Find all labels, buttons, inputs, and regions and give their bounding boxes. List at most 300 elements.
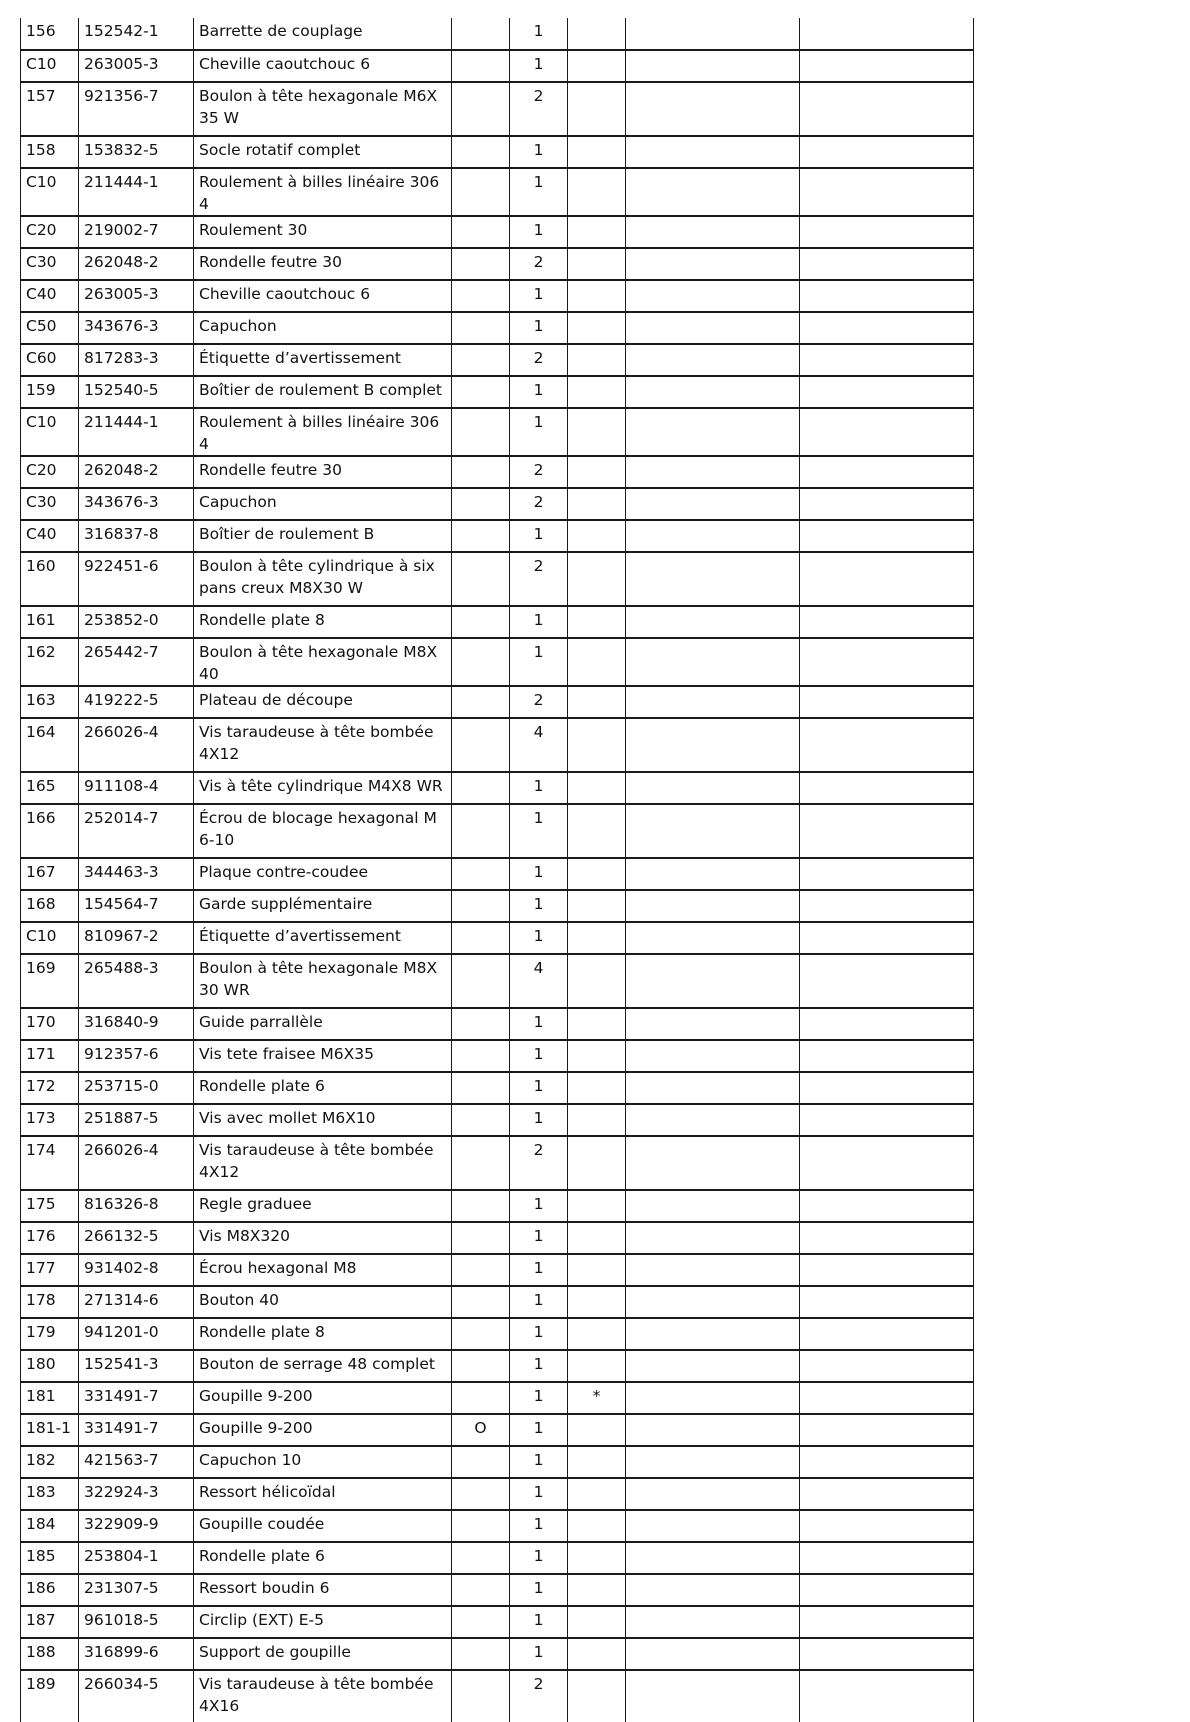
note-marker [452,718,510,772]
parts-list-page [20,18,974,1722]
remark-marker [568,1318,626,1350]
blank-cell [800,312,974,344]
remark-marker [568,50,626,82]
remark-marker [568,1542,626,1574]
part-number: 231307-5 [79,1574,194,1606]
note-marker [452,1072,510,1104]
part-description: Guide parrallèle [194,1008,452,1040]
blank-cell [800,1446,974,1478]
part-description: Vis tete fraisee M6X35 [194,1040,452,1072]
blank-cell [626,216,800,248]
remark-marker [568,248,626,280]
part-number: 211444-1 [79,408,194,456]
part-description: Boulon à tête hexagonale M8X40 [194,638,452,686]
remark-marker [568,216,626,248]
remark-marker [568,488,626,520]
part-number: 253804-1 [79,1542,194,1574]
blank-cell [626,136,800,168]
blank-cell [800,1318,974,1350]
item-number: 180 [21,1350,79,1382]
blank-cell [626,1446,800,1478]
part-number: 152541-3 [79,1350,194,1382]
remark-marker [568,1574,626,1606]
blank-cell [626,1008,800,1040]
blank-cell [800,1350,974,1382]
blank-cell [800,1072,974,1104]
item-number: 163 [21,686,79,718]
blank-cell [800,772,974,804]
table-row [21,1382,974,1414]
table-row [21,1414,974,1446]
quantity: 1 [510,858,568,890]
remark-marker [568,456,626,488]
part-description: Vis M8X320 [194,1222,452,1254]
item-number: 158 [21,136,79,168]
part-number: 263005-3 [79,280,194,312]
remark-marker [568,1008,626,1040]
quantity: 2 [510,248,568,280]
remark-marker [568,1478,626,1510]
note-marker [452,216,510,248]
part-number: 251887-5 [79,1104,194,1136]
blank-cell [800,1542,974,1574]
part-description: Ressort hélicoïdal [194,1478,452,1510]
note-marker [452,552,510,606]
note-marker [452,1286,510,1318]
part-number: 266132-5 [79,1222,194,1254]
quantity: 1 [510,1446,568,1478]
blank-cell [626,1072,800,1104]
part-description: Capuchon 10 [194,1446,452,1478]
blank-cell [800,552,974,606]
blank-cell [800,1606,974,1638]
blank-cell [626,50,800,82]
table-row [21,922,974,954]
part-description: Rondelle plate 8 [194,1318,452,1350]
remark-marker [568,18,626,50]
item-number: 181-1 [21,1414,79,1446]
part-description: Boîtier de roulement B [194,520,452,552]
remark-marker [568,1104,626,1136]
blank-cell [800,1670,974,1722]
item-number: 168 [21,890,79,922]
quantity: 1 [510,1318,568,1350]
blank-cell [626,1510,800,1542]
item-number: 186 [21,1574,79,1606]
table-row [21,456,974,488]
table-row [21,136,974,168]
item-number: C60 [21,344,79,376]
note-marker [452,1670,510,1722]
blank-cell [626,82,800,136]
blank-cell [800,168,974,216]
remark-marker [568,520,626,552]
quantity: 1 [510,922,568,954]
quantity: 4 [510,954,568,1008]
part-number: 252014-7 [79,804,194,858]
part-number: 253852-0 [79,606,194,638]
table-row [21,1510,974,1542]
part-description: Circlip (EXT) E-5 [194,1606,452,1638]
blank-cell [626,1382,800,1414]
table-row [21,1286,974,1318]
item-number: 162 [21,638,79,686]
part-number: 154564-7 [79,890,194,922]
table-row [21,954,974,1008]
blank-cell [800,1382,974,1414]
part-number: 912357-6 [79,1040,194,1072]
part-description: Écrou de blocage hexagonal M6-10 [194,804,452,858]
item-number: 177 [21,1254,79,1286]
blank-cell [800,606,974,638]
table-row [21,1254,974,1286]
item-number: 178 [21,1286,79,1318]
blank-cell [626,1318,800,1350]
note-marker [452,858,510,890]
table-row [21,772,974,804]
table-row [21,1040,974,1072]
blank-cell [800,136,974,168]
part-description: Vis à tête cylindrique M4X8 WR [194,772,452,804]
item-number: 169 [21,954,79,1008]
note-marker [452,18,510,50]
item-number: 175 [21,1190,79,1222]
table-row [21,82,974,136]
item-number: 189 [21,1670,79,1722]
blank-cell [626,1606,800,1638]
blank-cell [800,1286,974,1318]
part-number: 265442-7 [79,638,194,686]
note-marker [452,772,510,804]
blank-cell [800,1222,974,1254]
part-description: Roulement à billes linéaire 3064 [194,408,452,456]
item-number: 174 [21,1136,79,1190]
part-number: 219002-7 [79,216,194,248]
note-marker [452,1446,510,1478]
note-marker [452,686,510,718]
quantity: 1 [510,168,568,216]
remark-marker [568,922,626,954]
remark-marker [568,772,626,804]
item-number: C20 [21,456,79,488]
blank-cell [626,804,800,858]
item-number: 172 [21,1072,79,1104]
table-row [21,638,974,686]
part-number: 421563-7 [79,1446,194,1478]
quantity: 1 [510,136,568,168]
item-number: C50 [21,312,79,344]
part-number: 316840-9 [79,1008,194,1040]
part-number: 265488-3 [79,954,194,1008]
table-row [21,248,974,280]
blank-cell [626,686,800,718]
part-description: Socle rotatif complet [194,136,452,168]
note-marker [452,1040,510,1072]
item-number: 182 [21,1446,79,1478]
table-row [21,50,974,82]
table-row [21,1222,974,1254]
part-number: 316837-8 [79,520,194,552]
table-row [21,1136,974,1190]
note-marker [452,1510,510,1542]
table-row [21,1574,974,1606]
item-number: C30 [21,248,79,280]
quantity: 1 [510,520,568,552]
blank-cell [800,280,974,312]
table-row [21,1638,974,1670]
table-row [21,1190,974,1222]
part-description: Cheville caoutchouc 6 [194,50,452,82]
note-marker [452,606,510,638]
note-marker [452,1382,510,1414]
quantity: 2 [510,82,568,136]
table-row [21,718,974,772]
blank-cell [800,1574,974,1606]
blank-cell [626,1104,800,1136]
part-description: Étiquette d’avertissement [194,922,452,954]
part-description: Bouton 40 [194,1286,452,1318]
note-marker: O [452,1414,510,1446]
remark-marker [568,1670,626,1722]
part-description: Boîtier de roulement B complet [194,376,452,408]
blank-cell [626,280,800,312]
part-description: Support de goupille [194,1638,452,1670]
blank-cell [800,248,974,280]
note-marker [452,1190,510,1222]
note-marker [452,82,510,136]
quantity: 1 [510,1382,568,1414]
quantity: 1 [510,376,568,408]
part-number: 911108-4 [79,772,194,804]
quantity: 1 [510,1254,568,1286]
blank-cell [800,1008,974,1040]
part-description: Écrou hexagonal M8 [194,1254,452,1286]
note-marker [452,408,510,456]
table-row [21,1072,974,1104]
table-row [21,686,974,718]
parts-table [20,18,974,1722]
part-description: Vis avec mollet M6X10 [194,1104,452,1136]
part-description: Rondelle feutre 30 [194,248,452,280]
blank-cell [800,1254,974,1286]
table-row [21,344,974,376]
remark-marker [568,1190,626,1222]
blank-cell [626,248,800,280]
table-row [21,1008,974,1040]
remark-marker [568,376,626,408]
blank-cell [626,1222,800,1254]
part-description: Plateau de découpe [194,686,452,718]
part-number: 266034-5 [79,1670,194,1722]
blank-cell [626,1478,800,1510]
part-description: Cheville caoutchouc 6 [194,280,452,312]
quantity: 1 [510,606,568,638]
blank-cell [800,344,974,376]
note-marker [452,890,510,922]
blank-cell [800,50,974,82]
remark-marker [568,312,626,344]
blank-cell [626,1190,800,1222]
parts-table-body [21,18,974,1722]
blank-cell [626,552,800,606]
part-number: 322909-9 [79,1510,194,1542]
table-row [21,408,974,456]
note-marker [452,312,510,344]
quantity: 1 [510,1286,568,1318]
note-marker [452,344,510,376]
note-marker [452,922,510,954]
part-number: 316899-6 [79,1638,194,1670]
table-row [21,804,974,858]
item-number: C20 [21,216,79,248]
blank-cell [626,922,800,954]
item-number: 185 [21,1542,79,1574]
note-marker [452,1136,510,1190]
table-row [21,890,974,922]
part-description: Ressort boudin 6 [194,1574,452,1606]
part-description: Rondelle feutre 30 [194,456,452,488]
table-row [21,1350,974,1382]
part-description: Plaque contre-coudee [194,858,452,890]
blank-cell [626,890,800,922]
item-number: 184 [21,1510,79,1542]
remark-marker [568,1414,626,1446]
note-marker [452,1638,510,1670]
part-description: Regle graduee [194,1190,452,1222]
quantity: 2 [510,552,568,606]
blank-cell [800,408,974,456]
part-description: Goupille 9-200 [194,1414,452,1446]
item-number: C10 [21,408,79,456]
note-marker [452,1542,510,1574]
blank-cell [626,456,800,488]
item-number: 157 [21,82,79,136]
quantity: 1 [510,1222,568,1254]
remark-marker [568,804,626,858]
quantity: 1 [510,1574,568,1606]
item-number: 179 [21,1318,79,1350]
part-description: Roulement à billes linéaire 3064 [194,168,452,216]
blank-cell [800,488,974,520]
note-marker [452,488,510,520]
table-row [21,1542,974,1574]
blank-cell [800,1136,974,1190]
part-number: 331491-7 [79,1382,194,1414]
note-marker [452,280,510,312]
blank-cell [626,858,800,890]
item-number: 160 [21,552,79,606]
item-number: 181 [21,1382,79,1414]
remark-marker: * [568,1382,626,1414]
blank-cell [626,520,800,552]
blank-cell [626,718,800,772]
table-row [21,520,974,552]
remark-marker [568,168,626,216]
part-description: Capuchon [194,488,452,520]
blank-cell [626,408,800,456]
part-number: 262048-2 [79,456,194,488]
blank-cell [800,82,974,136]
table-row [21,312,974,344]
note-marker [452,520,510,552]
item-number: C40 [21,520,79,552]
note-marker [452,1222,510,1254]
quantity: 1 [510,1040,568,1072]
item-number: 183 [21,1478,79,1510]
blank-cell [626,1414,800,1446]
table-row [21,552,974,606]
blank-cell [626,1254,800,1286]
part-description: Garde supplémentaire [194,890,452,922]
table-row [21,1606,974,1638]
quantity: 1 [510,1510,568,1542]
item-number: 171 [21,1040,79,1072]
part-number: 810967-2 [79,922,194,954]
note-marker [452,1104,510,1136]
part-number: 152542-1 [79,18,194,50]
part-number: 922451-6 [79,552,194,606]
quantity: 1 [510,18,568,50]
part-number: 343676-3 [79,488,194,520]
remark-marker [568,1446,626,1478]
quantity: 1 [510,50,568,82]
quantity: 1 [510,772,568,804]
table-row [21,376,974,408]
blank-cell [626,312,800,344]
note-marker [452,1574,510,1606]
item-number: C10 [21,50,79,82]
remark-marker [568,1638,626,1670]
part-description: Barrette de couplage [194,18,452,50]
part-number: 961018-5 [79,1606,194,1638]
blank-cell [626,18,800,50]
blank-cell [800,954,974,1008]
blank-cell [800,718,974,772]
remark-marker [568,1286,626,1318]
blank-cell [626,638,800,686]
quantity: 1 [510,216,568,248]
remark-marker [568,82,626,136]
note-marker [452,1318,510,1350]
blank-cell [800,1190,974,1222]
remark-marker [568,408,626,456]
note-marker [452,1350,510,1382]
part-description: Bouton de serrage 48 complet [194,1350,452,1382]
blank-cell [800,922,974,954]
blank-cell [626,1136,800,1190]
part-number: 211444-1 [79,168,194,216]
quantity: 1 [510,1638,568,1670]
blank-cell [626,954,800,1008]
item-number: 173 [21,1104,79,1136]
item-number: 159 [21,376,79,408]
blank-cell [626,488,800,520]
item-number: 156 [21,18,79,50]
remark-marker [568,552,626,606]
table-row [21,168,974,216]
part-description: Goupille 9-200 [194,1382,452,1414]
table-row [21,858,974,890]
blank-cell [800,1414,974,1446]
quantity: 1 [510,408,568,456]
part-number: 152540-5 [79,376,194,408]
quantity: 2 [510,344,568,376]
item-number: 167 [21,858,79,890]
blank-cell [800,456,974,488]
part-description: Étiquette d’avertissement [194,344,452,376]
table-row [21,18,974,50]
quantity: 2 [510,686,568,718]
